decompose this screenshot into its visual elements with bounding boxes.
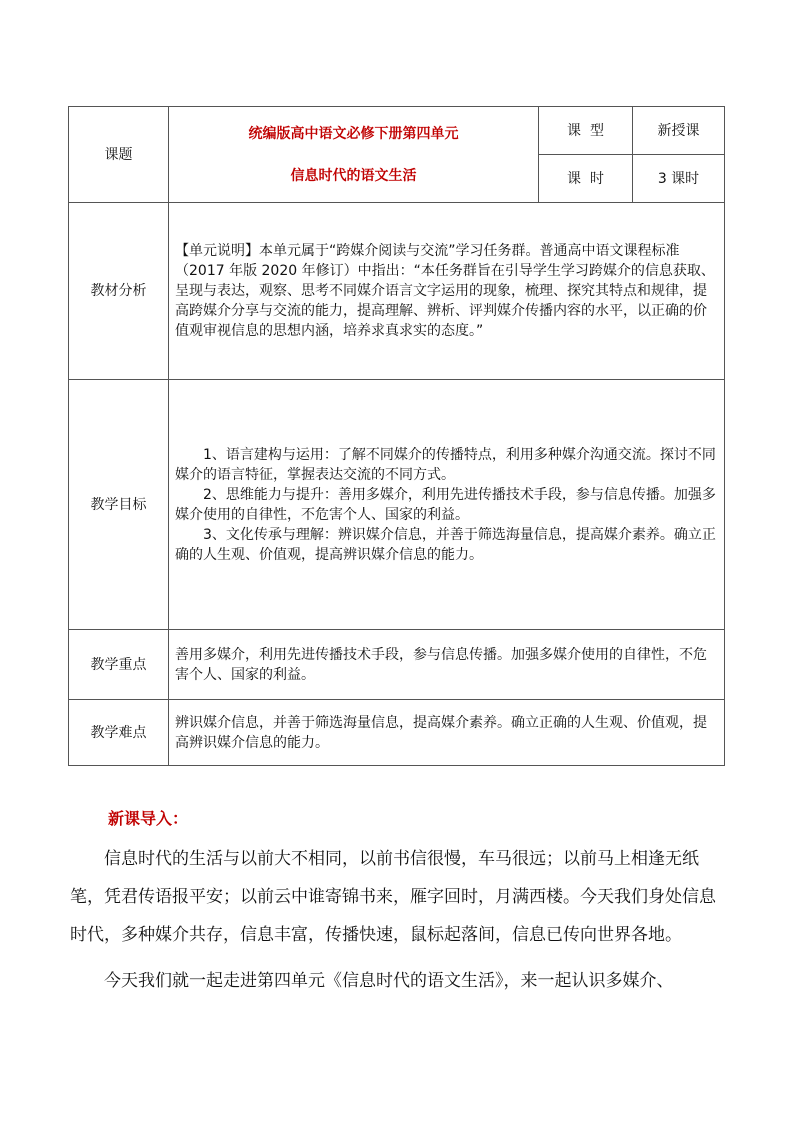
difficulty-text: 辨识媒介信息，并善于筛选海量信息，提高媒介素养。确立正确的人生观、价值观，提高辨识媒介信息的能力。 <box>169 700 725 766</box>
intro-paragraph: 今天我们就一起走进第四单元《信息时代的语文生活》，来一起认识多媒介、 <box>104 971 674 991</box>
goal-item: 1、语言建构与运用：了解不同媒介的传播特点，利用多种媒介沟通交流。探讨不同媒介的语言特征，掌握表达交流的不同方式。 <box>175 446 716 483</box>
lesson-title-line2: 信息时代的语文生活 <box>290 167 417 184</box>
difficulty-label: 教学难点 <box>69 700 169 766</box>
lesson-type-label: 课 型 <box>539 107 633 155</box>
analysis-label: 教材分析 <box>69 203 169 380</box>
lesson-type-value: 新授课 <box>633 107 725 155</box>
intro-paragraph: 信息时代的生活与以前大不相同，以前书信很慢，车马很远；以前马上相逢无纸笔，凭君传语报平安；以前云中谁寄锦书来，雁字回时，月满西楼。今天我们身处信息时代，多种媒介共存，信息丰富，传播快速，鼠标起落间，信息已传向世界各地。 <box>70 849 716 945</box>
intro-heading: 新课导入： <box>108 809 189 828</box>
goal-item: 3、文化传承与理解：辨识媒介信息，并善于筛选海量信息，提高媒介素养。确立正确的人生观、价值观，提高辨识媒介信息的能力。 <box>175 526 716 563</box>
lesson-hours-value: 3 课时 <box>633 155 725 203</box>
goals-label: 教学目标 <box>69 380 169 630</box>
lesson-hours-label: 课 时 <box>539 155 633 203</box>
lesson-plan-table <box>68 106 725 766</box>
analysis-text: 【单元说明】本单元属于“跨媒介阅读与交流”学习任务群。普通高中语文课程标准（2017 年版 2020 年修订）中指出：“本任务群旨在引导学生学习跨媒介的信息获取、呈现与表达，观察、思考不同媒介语言文字运用的现象，梳理、探究其特点和规律，提高跨媒介分享与交流的能力，提高理解、辨析、评判媒介传播内容的水平，以正确的价值观审视信息的思想内涵，培养求真求实的态度。” <box>169 203 725 380</box>
lesson-title <box>169 107 539 203</box>
intro-body <box>70 840 728 1000</box>
goal-item: 2、思维能力与提升：善用多媒介，利用先进传播技术手段，参与信息传播。加强多媒介使用的自律性，不危害个人、国家的利益。 <box>175 486 716 523</box>
focus-label: 教学重点 <box>69 630 169 700</box>
topic-label: 课题 <box>69 107 169 203</box>
goals-content <box>169 380 725 630</box>
lesson-title-line1: 统编版高中语文必修下册第四单元 <box>248 125 459 142</box>
focus-text: 善用多媒介，利用先进传播技术手段，参与信息传播。加强多媒介使用的自律性，不危害个人、国家的利益。 <box>169 630 725 700</box>
